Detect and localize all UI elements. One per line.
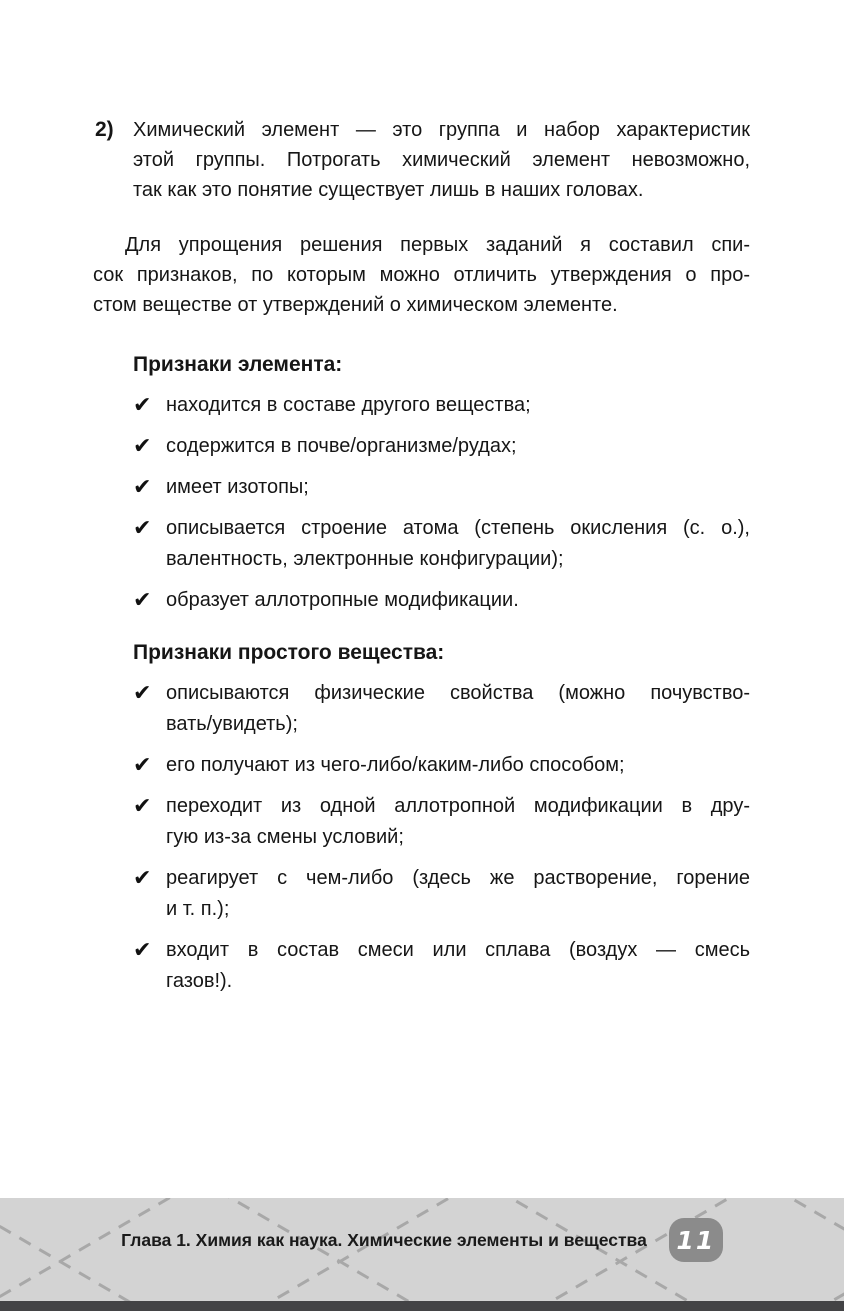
checkmark-icon: ✔ — [133, 794, 152, 819]
intro-paragraph — [93, 230, 750, 320]
checkmark-icon: ✔ — [133, 434, 152, 459]
check-list-item — [133, 472, 750, 503]
check-list-item — [133, 935, 750, 997]
item-number: 2) — [95, 118, 114, 141]
text-line: стом веществе от утверждений о химическом элементе. — [93, 294, 618, 316]
text-line: имеет изотопы; — [166, 476, 309, 498]
check-item-text — [166, 678, 750, 740]
check-item-text — [166, 935, 750, 997]
section-heading: Признаки простого вещества: — [133, 641, 445, 664]
text-line: валентность, электронные конфигурации); — [166, 548, 564, 570]
check-list-item — [133, 678, 750, 740]
check-item-text — [166, 390, 750, 421]
text-line: сок признаков, по которым можно отличить утверждения о про- — [93, 264, 750, 286]
text-line: вать/увидеть); — [166, 713, 298, 735]
text-line: входит в состав смеси или сплава (воздух — смесь — [166, 939, 750, 961]
check-list-item — [133, 750, 750, 781]
section-1 — [133, 351, 750, 616]
main-text-column — [93, 0, 750, 1007]
text-line: так как это понятие существует лишь в наших головах. — [133, 179, 644, 201]
text-line: его получают из чего-либо/каким-либо способом; — [166, 754, 625, 776]
footer-row — [0, 1206, 844, 1274]
page-footer — [0, 1198, 844, 1311]
text-line: газов!). — [166, 970, 233, 992]
checkmark-icon: ✔ — [133, 753, 152, 778]
text-line: образует аллотропные модификации. — [166, 589, 519, 611]
text-line: описывается строение атома (степень окисления (с. о.), — [166, 517, 750, 539]
item-2-text — [133, 115, 750, 205]
text-line: этой группы. Потрогать химический элемент невозможно, — [133, 149, 750, 171]
check-list-item — [133, 863, 750, 925]
checkmark-icon: ✔ — [133, 866, 152, 891]
checkmark-icon: ✔ — [133, 393, 152, 418]
checkmark-icon: ✔ — [133, 475, 152, 500]
numbered-item-2 — [93, 115, 750, 205]
checkmark-icon: ✔ — [133, 938, 152, 963]
check-list-item — [133, 513, 750, 575]
text-line: Для упрощения решения первых заданий я составил спи- — [125, 234, 750, 256]
checkmark-icon: ✔ — [133, 681, 152, 706]
text-line: гую из-за смены условий; — [166, 826, 404, 848]
check-list-item — [133, 791, 750, 853]
check-list-item — [133, 585, 750, 616]
checkmark-icon: ✔ — [133, 516, 152, 541]
check-item-text — [166, 513, 750, 575]
check-item-text — [166, 863, 750, 925]
text-line: находится в составе другого вещества; — [166, 394, 531, 416]
sections-container — [93, 351, 750, 997]
check-item-text — [166, 585, 750, 616]
check-item-text — [166, 472, 750, 503]
page-number-badge: 11 — [669, 1218, 723, 1262]
check-item-text — [166, 750, 750, 781]
text-line: и т. п.); — [166, 898, 230, 920]
text-line: реагирует с чем-либо (здесь же растворение, горение — [166, 867, 750, 889]
text-line: содержится в почве/организме/рудах; — [166, 435, 517, 457]
checkmark-icon: ✔ — [133, 588, 152, 613]
text-line: переходит из одной аллотропной модификации в дру- — [166, 795, 750, 817]
check-item-text — [166, 431, 750, 462]
bottom-bar — [0, 1301, 844, 1311]
section-heading: Признаки элемента: — [133, 353, 343, 376]
check-list-item — [133, 390, 750, 421]
section-2 — [133, 639, 750, 997]
check-list-item — [133, 431, 750, 462]
chapter-title: Глава 1. Химия как наука. Химические элементы и вещества — [121, 1229, 647, 1250]
check-item-text — [166, 791, 750, 853]
text-line: Химический элемент — это группа и набор характеристик — [133, 119, 750, 141]
text-line: описываются физические свойства (можно почувство- — [166, 682, 750, 704]
